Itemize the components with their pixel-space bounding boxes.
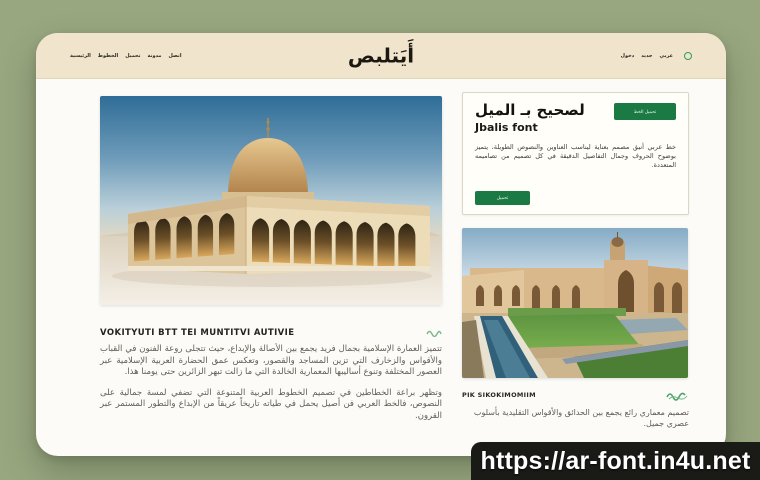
promo-font-name: Jbalis font [475, 121, 538, 134]
watermark-bar [471, 442, 760, 480]
article-paragraph: وتظهر براعة الخطاطين في تصميم الخطوط العربية المتنوعة التي تضفي لمسة جمالية على النصوص، فالخط العربي فن أصيل يحمل في طياته تاريخاً عريقاً من الإبداع والتطور المستمر عبر القرون. [100, 387, 442, 421]
courtyard-photo[interactable] [462, 228, 688, 378]
article-paragraph: تتميز العمارة الإسلامية بجمال فريد يجمع بين الأصالة والإبداع، حيث تتجلى روعة الفنون في القباب والأقواس والزخارف التي تزين المساجد والقصور، وتعكس عمق الحضارة العربية الإسلامية عبر العصور المختلفة وتنوع أساليبها المعمارية الخالدة التي ما زالت تبهر الزائرين حتى يومنا هذا. [100, 344, 442, 377]
article-headline: VOKITYUTI BTT TEI MUNTITVI AUTIVIE [100, 328, 295, 338]
nav-item-login[interactable]: دخول [620, 52, 635, 59]
search-icon[interactable] [684, 52, 692, 60]
nav-item-home[interactable]: الرئيسية [70, 52, 91, 59]
nav-right [621, 52, 692, 60]
nav-item-new[interactable]: جديد [641, 52, 653, 59]
font-promo-card [462, 92, 689, 215]
article-body [100, 344, 442, 422]
sidebar-post-text: تصميم معماري رائع يجمع بين الحدائق والأقواس التقليدية بأسلوب عصري جميل. [473, 408, 689, 428]
main-article [100, 96, 442, 431]
site-logo[interactable]: أَيَتلبص [347, 43, 415, 68]
download-font-button[interactable]: تحميل الخط [614, 103, 676, 120]
mosque-photo [100, 96, 442, 305]
green-scribble-icon [665, 389, 689, 401]
sidebar-post-heading: PIK SIKOKIMOMIIM [462, 391, 536, 399]
website-window [36, 33, 726, 456]
nav-item-download[interactable]: تحميل [125, 52, 141, 59]
promo-secondary-button[interactable]: تحميل [475, 191, 530, 205]
article-headline-row [100, 328, 442, 338]
promo-calligraphy-title: لصحيح بـ الميل [475, 101, 585, 119]
nav-left [70, 53, 182, 59]
site-header [36, 33, 726, 79]
nav-item-contact[interactable]: اتصل [168, 52, 182, 59]
sidebar-post-heading-row [462, 389, 689, 401]
promo-top-row [475, 103, 676, 134]
promo-description: خط عربي أنيق مصمم بعناية ليناسب العناوين والنصوص الطويلة، يتميز بوضوح الحروف وجمال التفاصيل الدقيقة في كل تصميم من تصاميمه المتعددة. [475, 143, 676, 169]
sidebar [462, 92, 689, 429]
nav-item-fonts[interactable]: الخطوط [97, 52, 119, 59]
green-scribble-icon [426, 328, 442, 337]
nav-item-arabic[interactable]: عربي [659, 52, 673, 59]
nav-item-blog[interactable]: مدونة [147, 52, 162, 59]
watermark-url: https://ar-font.in4u.net [480, 446, 751, 475]
